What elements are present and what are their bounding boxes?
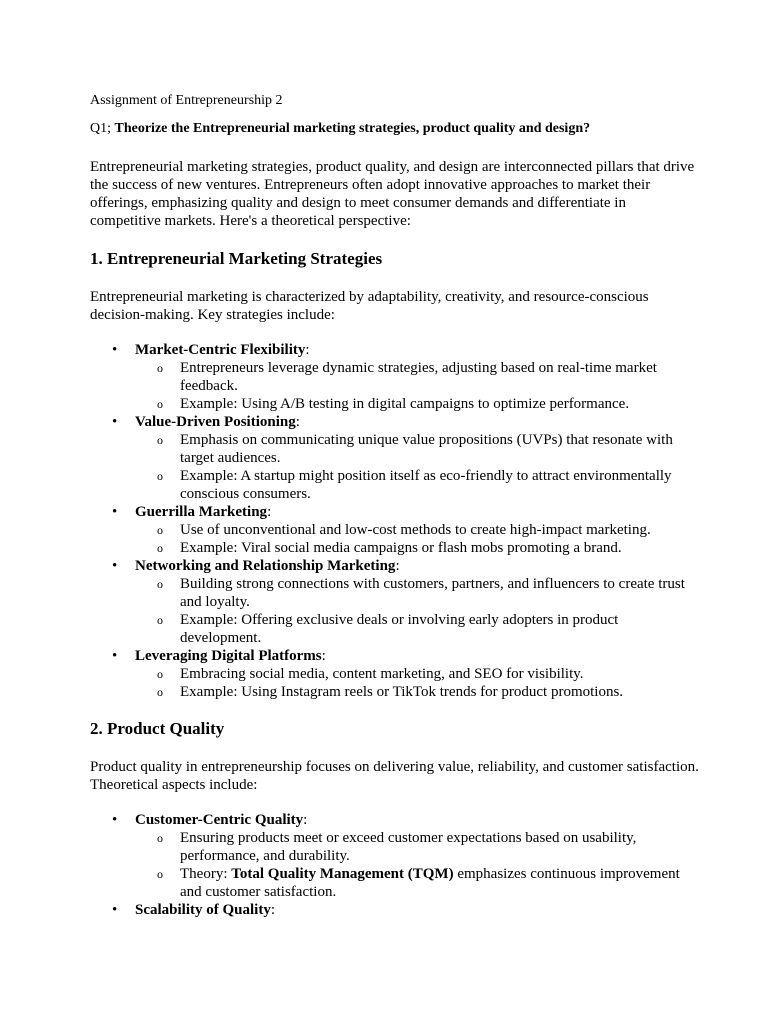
sub-list	[135, 431, 700, 503]
sub-list-item	[135, 611, 700, 647]
sub-list-text: Use of unconventional and low-cost methods to create high-impact marketing.	[180, 522, 651, 538]
colon: :	[305, 342, 310, 358]
circle-bullet-icon: o	[157, 361, 163, 375]
sub-list-item	[135, 539, 700, 557]
sub-list-text: Building strong connections with customers, partners, and influencers to create trust and loyalty.	[180, 576, 685, 610]
section-intro-quality: Product quality in entrepreneurship focuses on delivering value, reliability, and customer satisfaction. Theoretical aspects include:	[90, 759, 699, 793]
sub-list-text: Emphasis on communicating unique value propositions (UVPs) that resonate with target audiences.	[180, 432, 673, 466]
sub-list-item	[135, 359, 700, 395]
sub-list-text: Example: A startup might position itself as eco-friendly to attract environmentally conscious consumers.	[180, 468, 672, 502]
list-item-title: Market-Centric Flexibility	[135, 342, 306, 358]
assignment-title: Assignment of Entrepreneurship 2	[90, 93, 283, 108]
sub-list	[135, 575, 700, 647]
circle-bullet-icon: o	[157, 613, 163, 627]
marketing-strategies-list	[90, 341, 700, 701]
sub-list-item	[135, 521, 700, 539]
list-item	[90, 901, 700, 919]
sub-list-item	[135, 829, 700, 865]
list-item-title: Guerrilla Marketing	[135, 504, 268, 520]
bullet-icon: •	[112, 902, 118, 918]
sub-list-text: Example: Using A/B testing in digital campaigns to optimize performance.	[180, 396, 630, 412]
list-item-title: Value-Driven Positioning	[135, 414, 296, 430]
sub-list-item	[135, 395, 700, 413]
circle-bullet-icon: o	[157, 831, 163, 845]
sub-list-text: Example: Offering exclusive deals or involving early adopters in product development.	[180, 612, 619, 646]
bullet-icon: •	[112, 648, 118, 664]
colon: :	[303, 812, 308, 828]
sub-list-item	[135, 575, 700, 611]
sub-list-text: Example: Using Instagram reels or TikTok trends for product promotions.	[180, 684, 624, 700]
sub-list-item	[135, 467, 700, 503]
list-item	[90, 341, 700, 413]
circle-bullet-icon: o	[157, 685, 163, 699]
question-prefix: Q1;	[90, 121, 115, 136]
tqm-term: Total Quality Management (TQM)	[231, 866, 454, 882]
bullet-icon: •	[112, 342, 118, 358]
circle-bullet-icon: o	[157, 541, 163, 555]
circle-bullet-icon: o	[157, 469, 163, 483]
sub-list-text: Ensuring products meet or exceed customer expectations based on usability, performance, and durability.	[180, 830, 637, 864]
list-item	[90, 811, 700, 901]
colon: :	[267, 504, 272, 520]
list-item-title: Leveraging Digital Platforms	[135, 648, 322, 664]
colon: :	[321, 648, 326, 664]
sub-list-text: Example: Viral social media campaigns or flash mobs promoting a brand.	[180, 540, 622, 556]
circle-bullet-icon: o	[157, 523, 163, 537]
circle-bullet-icon: o	[157, 867, 163, 881]
section-heading-quality: 2. Product Quality	[90, 719, 225, 738]
theory-prefix: Theory:	[180, 866, 232, 882]
list-item-title: Scalability of Quality	[135, 902, 271, 918]
sub-list-item	[135, 683, 700, 701]
bullet-icon: •	[112, 812, 118, 828]
sub-list	[135, 521, 700, 557]
intro-paragraph: Entrepreneurial marketing strategies, product quality, and design are interconnected pillars that drive the success of new ventures. Entrepreneurs often adopt innovative approaches to market their offerings, emphasizing quality and design to meet consumer demands and differentiate in competitive markets. Here's a theoretical perspective:	[90, 159, 695, 229]
list-item-title: Customer-Centric Quality	[135, 812, 304, 828]
list-item	[90, 503, 700, 557]
sub-list	[135, 665, 700, 701]
bullet-icon: •	[112, 414, 118, 430]
list-item-title: Networking and Relationship Marketing	[135, 558, 396, 574]
sub-list-item	[135, 431, 700, 467]
document-body	[90, 92, 700, 919]
circle-bullet-icon: o	[157, 397, 163, 411]
theory-suffix: emphasizes continuous improvement and customer satisfaction.	[180, 866, 680, 900]
sub-list-item	[135, 665, 700, 683]
question-text: Theorize the Entrepreneurial marketing strategies, product quality and design?	[114, 121, 591, 136]
sub-list-item	[135, 865, 700, 901]
product-quality-list	[90, 811, 700, 919]
list-item	[90, 557, 700, 647]
section-intro-marketing: Entrepreneurial marketing is characterized by adaptability, creativity, and resource-conscious decision-making. Key strategies include:	[90, 289, 649, 323]
colon: :	[270, 902, 276, 918]
sub-list-text: Embracing social media, content marketing, and SEO for visibility.	[180, 666, 584, 682]
colon: :	[395, 558, 400, 574]
sub-list	[135, 829, 700, 901]
circle-bullet-icon: o	[157, 577, 163, 591]
circle-bullet-icon: o	[157, 433, 163, 447]
list-item	[90, 647, 700, 701]
bullet-icon: •	[112, 558, 118, 574]
colon: :	[295, 414, 300, 430]
circle-bullet-icon: o	[157, 667, 163, 681]
bullet-icon: •	[112, 504, 118, 520]
list-item	[90, 413, 700, 503]
question-line	[90, 120, 700, 138]
sub-list-text: Entrepreneurs leverage dynamic strategies, adjusting based on real-time market feedback.	[180, 360, 657, 394]
sub-list	[135, 359, 700, 413]
section-heading-marketing: 1. Entrepreneurial Marketing Strategies	[90, 249, 383, 268]
